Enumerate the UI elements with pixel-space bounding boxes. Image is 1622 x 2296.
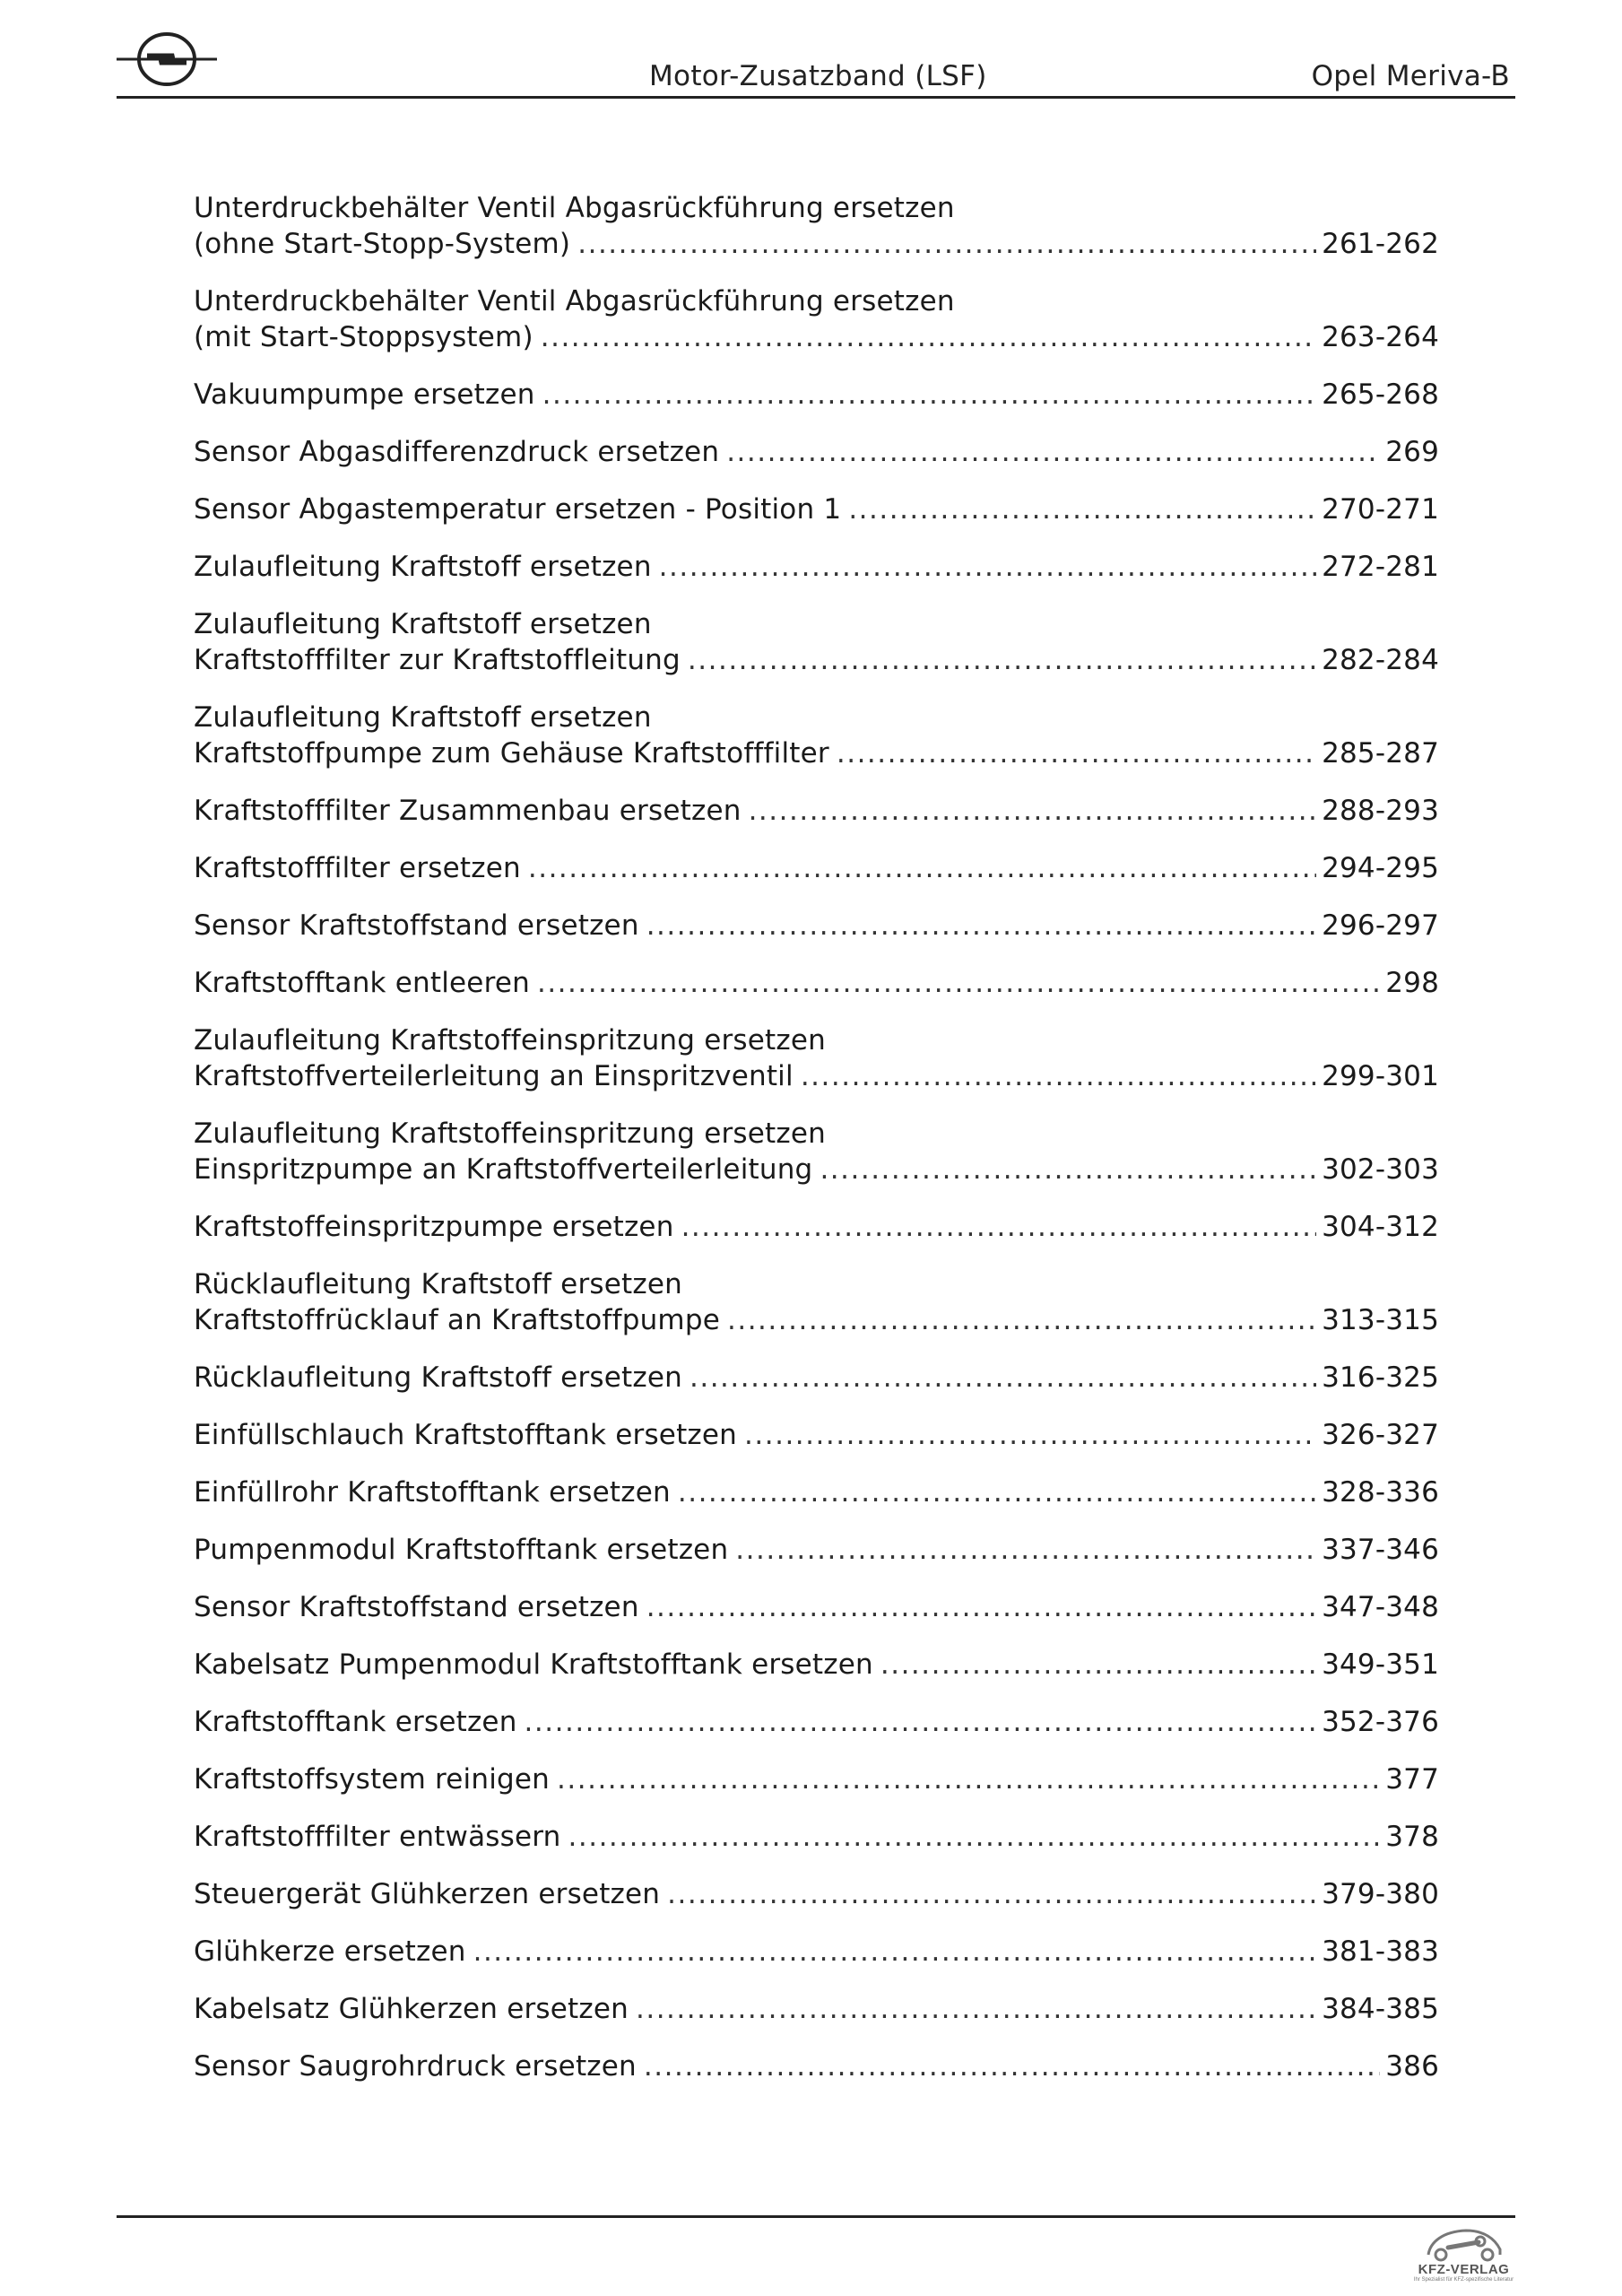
toc-entry [194,2048,1439,2084]
toc-entry [194,491,1439,527]
toc-line [194,1532,1439,1568]
toc-line [194,491,1439,527]
publisher-name: KFZ-VERLAG [1418,2262,1510,2277]
toc-entry [194,549,1439,585]
toc-page-range: 269 [1385,436,1439,468]
toc-page-range: 328-336 [1322,1476,1439,1509]
toc-entry-title: Kraftstofftank entleeren [194,967,530,999]
toc-line [194,377,1439,413]
toc-entry-title: Kabelsatz Glühkerzen ersetzen [194,1993,629,2025]
toc-entry [194,1589,1439,1625]
toc-page-range: 304-312 [1322,1211,1439,1243]
toc-entry-title: Einfüllrohr Kraftstofftank ersetzen [194,1476,671,1509]
toc-entry-title: (ohne Start-Stopp-System) [194,228,571,260]
toc-entry-title: Kraftstofffilter entwässern [194,1821,561,1853]
toc-page-range: 349-351 [1322,1648,1439,1681]
dot-leader [681,1209,1317,1245]
toc-line [194,1058,1439,1094]
toc-entry-title: Pumpenmodul Kraftstofftank ersetzen [194,1534,729,1566]
toc-line [194,965,1439,1001]
toc-page-range: 316-325 [1322,1361,1439,1394]
toc-entry-title: Kraftstofffilter ersetzen [194,852,521,884]
toc-line [194,1417,1439,1453]
toc-line [194,1647,1439,1683]
dot-leader [880,1647,1316,1683]
dot-leader [568,1819,1381,1855]
toc-page-range: 302-303 [1322,1153,1439,1186]
dot-leader [667,1876,1316,1912]
toc-entry-title: Einfüllschlauch Kraftstofftank ersetzen [194,1419,738,1451]
toc-line [194,434,1439,470]
toc-page-range: 261-262 [1322,228,1439,260]
toc-line [194,700,1439,735]
dot-leader [688,642,1316,678]
toc-entry [194,1647,1439,1683]
toc-entry [194,1116,1439,1187]
toc-entry [194,793,1439,829]
dot-leader [636,1991,1316,2027]
toc-entry-title: Kraftstoffeinspritzpumpe ersetzen [194,1211,674,1243]
toc-entry [194,965,1439,1001]
dot-leader [541,319,1316,355]
toc-page-range: 265-268 [1322,378,1439,411]
toc-entry-title: Kabelsatz Pumpenmodul Kraftstofftank ersetzen [194,1648,873,1681]
toc-entry-title: Kraftstoffverteilerleitung an Einspritzventil [194,1060,794,1092]
toc-line [194,1934,1439,1970]
toc-entry [194,1819,1439,1855]
toc-entry-title: (mit Start-Stoppsystem) [194,321,533,353]
toc-page-range: 296-297 [1322,909,1439,942]
dot-leader [837,735,1316,771]
toc-line [194,1991,1439,2027]
toc-line [194,1819,1439,1855]
toc-line [194,1761,1439,1797]
toc-entry [194,190,1439,262]
dot-leader [542,377,1316,413]
toc-entry-title: Zulaufleitung Kraftstoff ersetzen [194,608,652,640]
toc-page-range: 299-301 [1322,1060,1439,1092]
toc-line [194,1704,1439,1740]
toc-line [194,735,1439,771]
toc-entry [194,606,1439,678]
toc-entry-title: Steuergerät Glühkerzen ersetzen [194,1878,661,1910]
toc-line [194,1474,1439,1510]
toc-line [194,283,1439,319]
dot-leader [735,1532,1316,1568]
dot-leader [537,965,1380,1001]
toc-entry-title: Sensor Kraftstoffstand ersetzen [194,1591,639,1623]
dot-leader [727,1302,1316,1338]
toc-entry [194,1761,1439,1797]
toc-entry [194,908,1439,944]
toc-page-range: 347-348 [1322,1591,1439,1623]
dot-leader [644,2048,1380,2084]
toc-entry [194,850,1439,886]
car-wrench-logo-icon [1412,2222,1515,2264]
toc-line [194,2048,1439,2084]
dot-leader [525,1704,1317,1740]
toc-entry-title: Sensor Abgasdifferenzdruck ersetzen [194,436,720,468]
toc-page-range: 263-264 [1322,321,1439,353]
opel-logo-icon [117,30,217,89]
toc-entry-title: Zulaufleitung Kraftstoff ersetzen [194,551,652,583]
toc-entry [194,1022,1439,1094]
dot-leader [726,434,1380,470]
toc-line [194,606,1439,642]
toc-entry-title: Kraftstoffrücklauf an Kraftstoffpumpe [194,1304,720,1336]
toc-entry-title: Sensor Abgastemperatur ersetzen - Position 1 [194,493,842,526]
toc-entry [194,1532,1439,1568]
dot-leader [848,491,1316,527]
dot-leader [473,1934,1316,1970]
dot-leader [801,1058,1316,1094]
toc-page-range: 288-293 [1322,795,1439,827]
toc-page-range: 379-380 [1322,1878,1439,1910]
toc-entry [194,377,1439,413]
dot-leader [820,1152,1316,1187]
publisher-tagline: Ihr Spezialist für KFZ-spezifische Literatur [1413,2277,1514,2283]
dot-leader [749,793,1316,829]
toc-entry [194,1266,1439,1338]
page-header [117,22,1515,99]
toc-entry [194,1417,1439,1453]
toc-entry [194,1474,1439,1510]
toc-page-range: 337-346 [1322,1534,1439,1566]
toc-entry-title: Kraftstoffpumpe zum Gehäuse Kraftstofffilter [194,737,829,770]
toc-entry [194,434,1439,470]
toc-entry-title: Zulaufleitung Kraftstoffeinspritzung ersetzen [194,1118,826,1150]
dot-leader [646,1589,1316,1625]
table-of-contents [194,190,1439,2084]
toc-entry-title: Einspritzpumpe an Kraftstoffverteilerleitung [194,1153,813,1186]
toc-entry-title: Kraftstofffilter zur Kraftstoffleitung [194,644,681,676]
toc-line [194,793,1439,829]
toc-entry [194,1991,1439,2027]
toc-entry [194,700,1439,771]
toc-line [194,1589,1439,1625]
toc-page-range: 326-327 [1322,1419,1439,1451]
toc-page-range: 313-315 [1322,1304,1439,1336]
toc-page-range: 378 [1385,1821,1439,1853]
dot-leader [557,1761,1380,1797]
toc-page-range: 294-295 [1322,852,1439,884]
toc-entry [194,1704,1439,1740]
dot-leader [690,1360,1316,1396]
toc-page-range: 282-284 [1322,644,1439,676]
toc-entry-title: Zulaufleitung Kraftstoff ersetzen [194,701,652,734]
toc-page-range: 298 [1385,967,1439,999]
toc-page-range: 377 [1385,1763,1439,1796]
toc-entry-title: Zulaufleitung Kraftstoffeinspritzung ersetzen [194,1024,826,1057]
toc-entry-title: Unterdruckbehälter Ventil Abgasrückführung ersetzen [194,285,955,317]
toc-entry-title: Glühkerze ersetzen [194,1935,466,1968]
toc-line [194,1022,1439,1058]
toc-page-range: 381-383 [1322,1935,1439,1968]
publisher-logo [1412,2222,1515,2285]
toc-entry-title: Sensor Saugrohrdruck ersetzen [194,2050,637,2083]
toc-entry-title: Vakuumpumpe ersetzen [194,378,535,411]
vehicle-model: Opel Meriva-B [1311,60,1510,92]
toc-entry-title: Kraftstofffilter Zusammenbau ersetzen [194,795,742,827]
toc-line [194,1152,1439,1187]
toc-entry-title: Kraftstoffsystem reinigen [194,1763,551,1796]
toc-entry-title: Unterdruckbehälter Ventil Abgasrückführung ersetzen [194,192,955,224]
toc-page-range: 384-385 [1322,1993,1439,2025]
toc-page-range: 386 [1385,2050,1439,2083]
toc-entry [194,1360,1439,1396]
toc-line [194,1116,1439,1152]
toc-entry [194,283,1439,355]
dot-leader [744,1417,1316,1453]
toc-page-range: 270-271 [1322,493,1439,526]
toc-line [194,908,1439,944]
toc-page-range: 352-376 [1322,1706,1439,1738]
dot-leader [659,549,1316,585]
dot-leader [528,850,1316,886]
toc-line [194,1302,1439,1338]
toc-line [194,1360,1439,1396]
toc-entry [194,1876,1439,1912]
toc-entry-title: Sensor Kraftstoffstand ersetzen [194,909,639,942]
dot-leader [577,226,1316,262]
toc-line [194,226,1439,262]
toc-line [194,190,1439,226]
footer-divider [117,2215,1515,2218]
toc-line [194,1266,1439,1302]
toc-line [194,549,1439,585]
toc-line [194,850,1439,886]
document-title: Motor-Zusatzband (LSF) [649,60,987,92]
toc-page-range: 285-287 [1322,737,1439,770]
toc-entry-title: Rücklaufleitung Kraftstoff ersetzen [194,1361,682,1394]
toc-page-range: 272-281 [1322,551,1439,583]
toc-entry [194,1934,1439,1970]
toc-line [194,1876,1439,1912]
toc-entry-title: Kraftstofftank ersetzen [194,1706,517,1738]
toc-entry-title: Rücklaufleitung Kraftstoff ersetzen [194,1268,682,1300]
toc-line [194,1209,1439,1245]
toc-entry [194,1209,1439,1245]
toc-line [194,642,1439,678]
dot-leader [678,1474,1316,1510]
dot-leader [646,908,1316,944]
toc-line [194,319,1439,355]
